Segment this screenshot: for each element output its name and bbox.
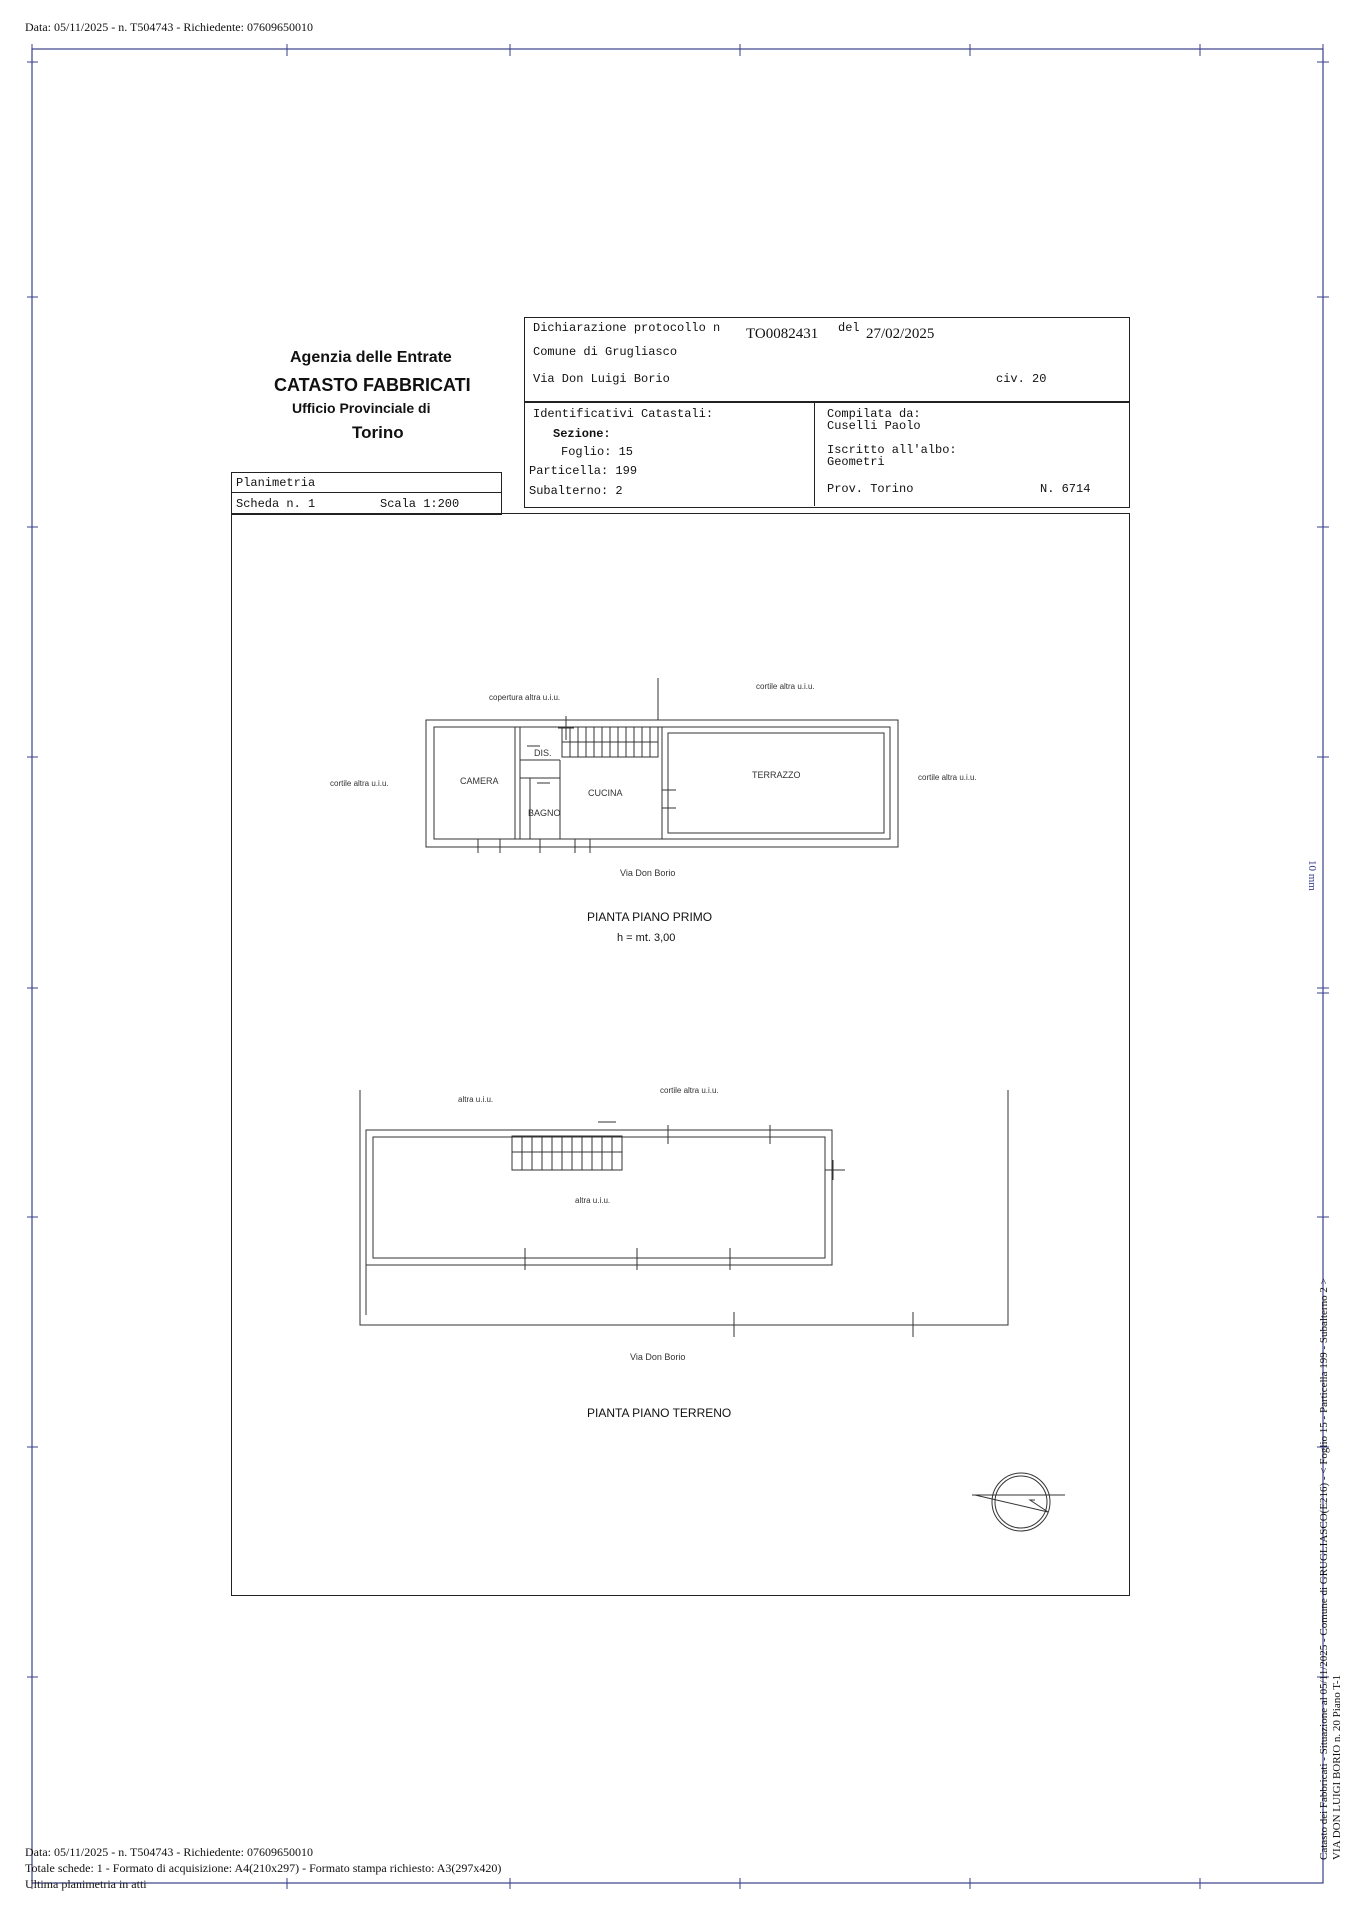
agency-dept: CATASTO FABBRICATI xyxy=(274,375,471,395)
sheet-scala: Scala 1:200 xyxy=(380,497,460,511)
room-cucina: CUCINA xyxy=(588,788,623,798)
sheet-title: Planimetria xyxy=(236,476,316,490)
sheet-scheda: Scheda n. 1 xyxy=(236,497,316,511)
room-bagno: BAGNO xyxy=(528,808,561,818)
side-note-line1: Catasto dei Fabbricati - Situazione al 05/11/2025 - Comune di GRUGLIASCO(E216) - < Foglio 15 - Particella 199 - Subalterno 2 > xyxy=(1318,1278,1330,1860)
ground-floor-plan xyxy=(360,1090,1008,1337)
subalterno: Subalterno: 2 xyxy=(529,484,623,498)
street-label-ground: Via Don Borio xyxy=(630,1352,686,1362)
top-header: Data: 05/11/2025 - n. T504743 - Richiedente: 07609650010 xyxy=(25,20,313,34)
north-arrow xyxy=(972,1473,1065,1531)
identifiers-title: Identificativi Catastali: xyxy=(533,407,714,421)
compiler-number: N. 6714 xyxy=(1040,482,1091,496)
albo: Geometri xyxy=(827,455,885,469)
sezione: Sezione: xyxy=(553,427,611,441)
footer-line2: Totale schede: 1 - Formato di acquisizione: A4(210x297) - Formato stampa richiesto: A3(297x420) xyxy=(25,1861,502,1875)
foglio: Foglio: 15 xyxy=(561,445,634,459)
albo-label: Iscritto all'albo: xyxy=(827,443,957,457)
label-cortile-upper-right: cortile altra u.i.u. xyxy=(918,773,977,782)
caption-upper: PIANTA PIANO PRIMO xyxy=(587,910,713,924)
protocol-number: TO0082431 xyxy=(746,326,819,342)
compiler-label: Compilata da: xyxy=(827,407,921,421)
agency-city: Torino xyxy=(352,423,404,442)
side-note xyxy=(1318,1278,1344,1860)
upper-floor-plan xyxy=(426,678,898,853)
declaration-date: 27/02/2025 xyxy=(866,326,935,342)
label-altra-ground-center: altra u.i.u. xyxy=(575,1196,611,1205)
side-note-line2: VIA DON LUIGI BORIO n. 20 Piano T-1 xyxy=(1331,1674,1343,1860)
room-camera: CAMERA xyxy=(460,776,499,786)
footer-line3: Ultima planimetria in atti xyxy=(25,1877,147,1891)
label-cortile-upper-top: cortile altra u.i.u. xyxy=(756,682,815,691)
scale-marker-label: 10 mm xyxy=(1306,860,1318,891)
comune: Comune di Grugliasco xyxy=(533,345,678,359)
height-upper: h = mt. 3,00 xyxy=(617,932,676,944)
particella: Particella: 199 xyxy=(529,464,638,478)
label-copertura: copertura altra u.i.u. xyxy=(489,693,561,702)
footer xyxy=(25,1844,501,1892)
agency-office: Ufficio Provinciale di xyxy=(292,400,431,416)
room-terrazzo: TERRAZZO xyxy=(752,770,801,780)
civic-number: civ. 20 xyxy=(996,372,1047,386)
label-cortile-upper-left: cortile altra u.i.u. xyxy=(330,779,389,788)
label-cortile-ground-top: cortile altra u.i.u. xyxy=(660,1086,719,1095)
compiler-name: Cuselli Paolo xyxy=(827,419,921,433)
address: Via Don Luigi Borio xyxy=(533,372,670,386)
footer-line1: Data: 05/11/2025 - n. T504743 - Richiedente: 07609650010 xyxy=(25,1845,313,1859)
agency-name: Agenzia delle Entrate xyxy=(290,349,452,366)
caption-ground: PIANTA PIANO TERRENO xyxy=(587,1406,732,1420)
protocol-label: Dichiarazione protocollo n xyxy=(533,321,721,335)
street-label-upper: Via Don Borio xyxy=(620,868,676,878)
label-altra-ground-top: altra u.i.u. xyxy=(458,1095,494,1104)
room-dis: DIS. xyxy=(534,748,552,758)
compiler-province: Prov. Torino xyxy=(827,482,914,496)
date-label: del xyxy=(838,321,860,335)
